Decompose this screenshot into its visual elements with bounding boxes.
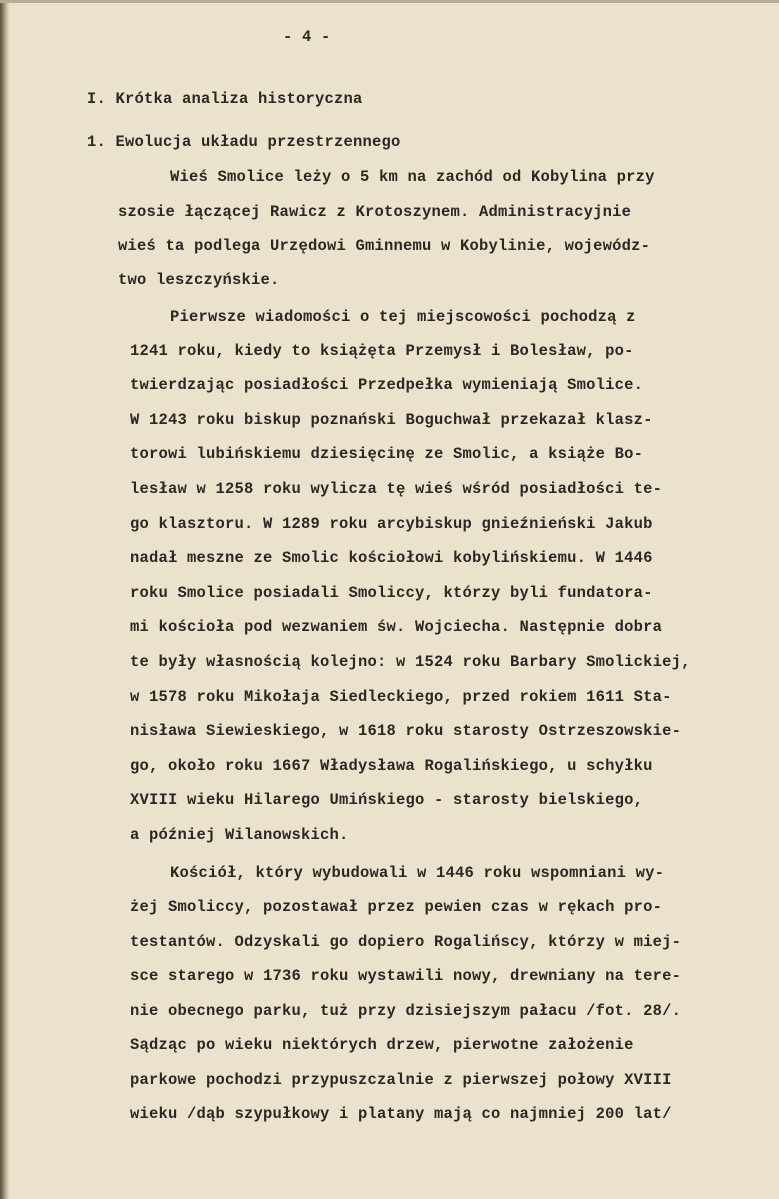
text-line: two leszczyńskie. xyxy=(118,271,280,289)
text-line: torowi lubińskiemu dziesięcinę ze Smolic, a książe Bo- xyxy=(130,445,644,463)
page-number: - 4 - xyxy=(283,28,331,46)
text-line: żej Smoliccy, pozostawał przez pewien czas w rękach pro- xyxy=(130,898,663,916)
text-line: nie obecnego parku, tuż przy dzisiejszym pałacu /fot. 28/. xyxy=(130,1002,682,1020)
text-line: go klasztoru. W 1289 roku arcybiskup gnieźnieński Jakub xyxy=(130,515,653,533)
text-line: twierdzając posiadłości Przedpełka wymieniają Smolice. xyxy=(130,376,644,394)
text-line: a później Wilanowskich. xyxy=(130,826,349,844)
text-line: te były własnością kolejno: w 1524 roku Barbary Smolickiej, xyxy=(130,653,691,671)
text-line: wieś ta podlega Urzędowi Gminnemu w Kobylinie, wojewódz- xyxy=(118,237,651,255)
text-line: mi kościoła pod wezwaniem św. Wojciecha. Następnie dobra xyxy=(130,618,663,636)
text-line: nadał meszne ze Smolic kościołowi kobylińskiemu. W 1446 xyxy=(130,549,653,567)
text-line: parkowe pochodzi przypuszczalnie z pierwszej połowy XVIII xyxy=(130,1071,672,1089)
text-line: W 1243 roku biskup poznański Boguchwał przekazał klasz- xyxy=(130,411,653,429)
text-line: go, około roku 1667 Władysława Rogalińskiego, u schyłku xyxy=(130,757,653,775)
text-line: Wieś Smolice leży o 5 km na zachód od Kobylina przy xyxy=(170,168,655,186)
text-line: lesław w 1258 roku wylicza tę wieś wśród posiadłości te- xyxy=(130,480,663,498)
text-line: sce starego w 1736 roku wystawili nowy, drewniany na tere- xyxy=(130,967,682,985)
text-line: XVIII wieku Hilarego Umińskiego - starosty bielskiego, xyxy=(130,791,644,809)
text-line: wieku /dąb szypułkowy i platany mają co najmniej 200 lat/ xyxy=(130,1105,672,1123)
text-line: testantów. Odzyskali go dopiero Rogalińscy, którzy w miej- xyxy=(130,933,682,951)
page-left-edge xyxy=(0,0,10,1199)
text-line: nisława Siewieskiego, w 1618 roku starosty Ostrzeszowskie- xyxy=(130,722,682,740)
text-line: roku Smolice posiadali Smoliccy, którzy byli fundatora- xyxy=(130,584,653,602)
text-line: Pierwsze wiadomości o tej miejscowości pochodzą z xyxy=(170,308,636,326)
text-line: Sądząc po wieku niektórych drzew, pierwotne założenie xyxy=(130,1036,634,1054)
subsection-heading: 1. Ewolucja układu przestrzennego xyxy=(87,133,401,151)
text-line: w 1578 roku Mikołaja Siedleckiego, przed rokiem 1611 Sta- xyxy=(130,688,672,706)
text-line: 1241 roku, kiedy to książęta Przemysł i Bolesław, po- xyxy=(130,342,634,360)
text-line: Kościół, który wybudowali w 1446 roku wspomniani wy- xyxy=(170,864,665,882)
text-line: szosie łączącej Rawicz z Krotoszynem. Administracyjnie xyxy=(118,203,632,221)
section-heading: I. Krótka analiza historyczna xyxy=(87,90,363,108)
page-top-edge xyxy=(0,0,779,3)
